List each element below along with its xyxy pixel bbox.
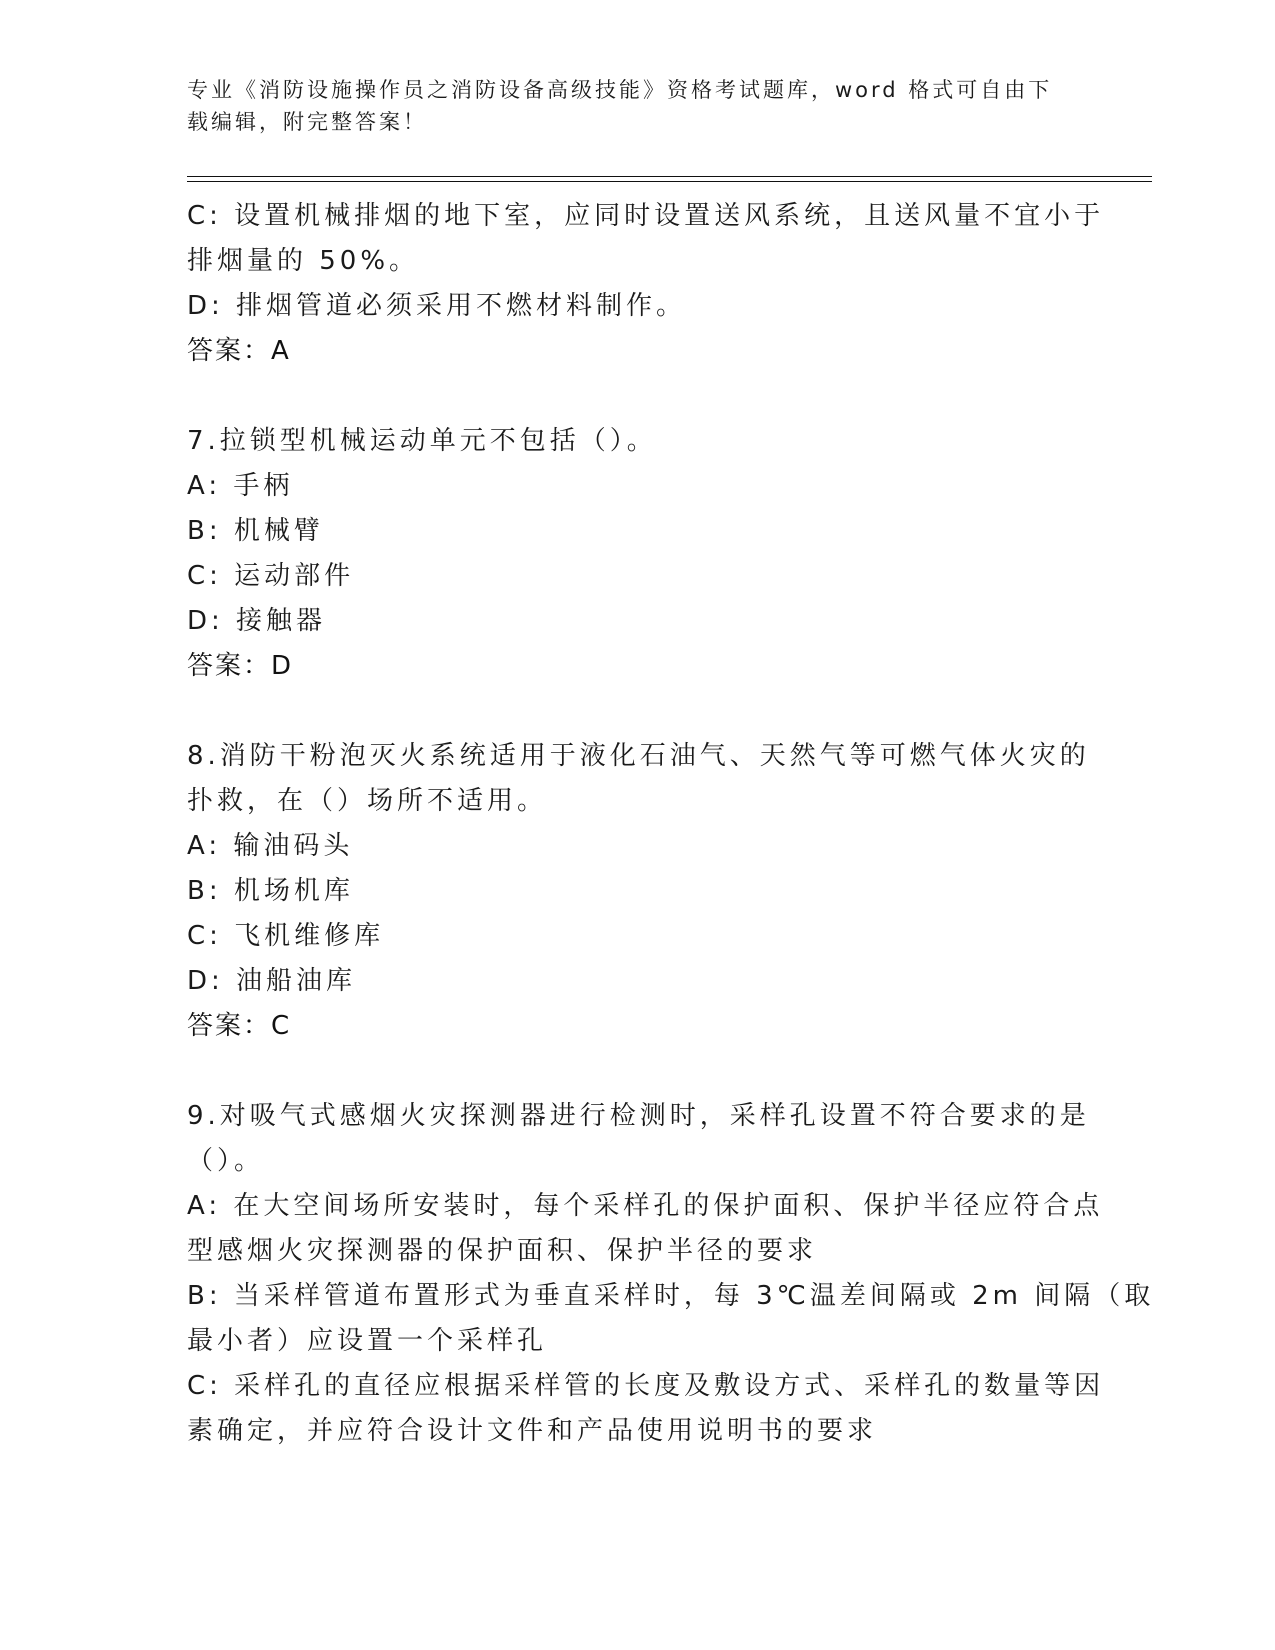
q7-option-c: C: 运动部件 (187, 561, 355, 591)
q9-option-c-line-2: 素确定，并应符合设计文件和产品使用说明书的要求 (187, 1416, 878, 1446)
q7-option-a: A: 手柄 (187, 471, 294, 501)
q8-option-c: C: 飞机维修库 (187, 921, 385, 951)
q8-option-d: D: 油船油库 (187, 966, 357, 996)
q7-answer: 答案：D (187, 651, 294, 681)
q8-stem-line-2: 扑救，在（）场所不适用。 (187, 786, 548, 816)
prev-option-d: D: 排烟管道必须采用不燃材料制作。 (187, 291, 687, 321)
header-line-2: 载编辑，附完整答案！ (187, 110, 427, 134)
prev-answer: 答案：A (187, 336, 291, 366)
q9-option-b-line-2: 最小者）应设置一个采样孔 (187, 1326, 548, 1356)
q7-option-d: D: 接触器 (187, 606, 327, 636)
q9-stem-line-1: 9.对吸气式感烟火灾探测器进行检测时，采样孔设置不符合要求的是 (187, 1101, 1090, 1131)
q7-option-b: B: 机械臂 (187, 516, 324, 546)
header-rule-bottom (187, 181, 1152, 182)
q9-option-c-line-1: C: 采样孔的直径应根据采样管的长度及敷设方式、采样孔的数量等因 (187, 1371, 1105, 1401)
q8-answer: 答案：C (187, 1011, 292, 1041)
q9-option-a-line-2: 型感烟火灾探测器的保护面积、保护半径的要求 (187, 1236, 818, 1266)
q9-option-b-line-1: B: 当采样管道布置形式为垂直采样时，每 3℃温差间隔或 2m 间隔（取 (187, 1281, 1155, 1311)
q8-stem-line-1: 8.消防干粉泡灭火系统适用于液化石油气、天然气等可燃气体火灾的 (187, 741, 1090, 771)
q8-option-a: A: 输油码头 (187, 831, 354, 861)
header-rule-top (187, 176, 1152, 177)
prev-option-c-line-1: C: 设置机械排烟的地下室，应同时设置送风系统，且送风量不宜小于 (187, 201, 1105, 231)
q7-stem: 7.拉锁型机械运动单元不包括（）。 (187, 426, 657, 456)
header-line-1: 专业《消防设施操作员之消防设备高级技能》资格考试题库，word 格式可自由下 (187, 78, 1053, 102)
q9-option-a-line-1: A: 在大空间场所安装时，每个采样孔的保护面积、保护半径应符合点 (187, 1191, 1104, 1221)
prev-option-c-line-2: 排烟量的 50%。 (187, 246, 420, 276)
q9-stem-line-2: （）。 (187, 1146, 265, 1176)
q8-option-b: B: 机场机库 (187, 876, 354, 906)
